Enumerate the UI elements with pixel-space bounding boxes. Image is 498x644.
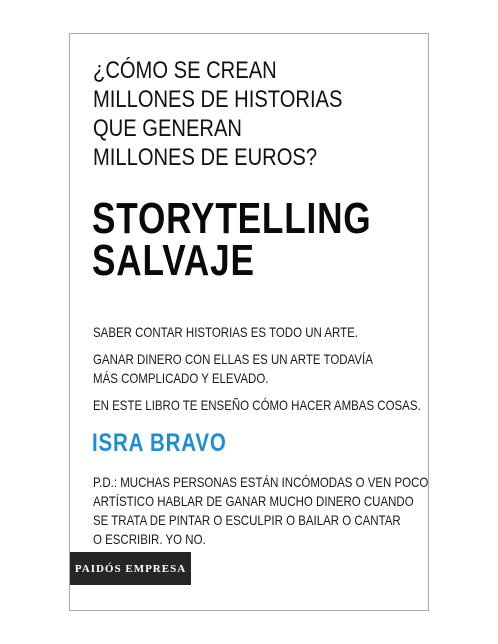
paragraph-1: SABER CONTAR HISTORIAS ES TODO UN ARTE. bbox=[93, 324, 358, 340]
title-line: SALVAJE bbox=[92, 236, 255, 285]
headline-line: ¿CÓMO SE CREAN bbox=[93, 57, 277, 84]
headline-line: MILLONES DE EUROS? bbox=[93, 144, 318, 171]
postscript-line: SE TRATA DE PINTAR O ESCULPIR O BAILAR O CANTAR bbox=[93, 512, 401, 528]
headline-line: QUE GENERAN bbox=[93, 115, 242, 142]
publisher-name: PAIDÓS EMPRESA bbox=[74, 562, 187, 575]
paragraph-3: EN ESTE LIBRO TE ENSEÑO CÓMO HACER AMBAS COSAS. bbox=[93, 397, 421, 413]
publisher-badge bbox=[70, 552, 191, 585]
paragraph-line: GANAR DINERO CON ELLAS ES UN ARTE TODAVÍA bbox=[93, 351, 373, 367]
book-cover bbox=[69, 33, 429, 611]
paragraph-line: MÁS COMPLICADO Y ELEVADO. bbox=[93, 370, 269, 386]
paragraph-2 bbox=[93, 350, 373, 388]
postscript bbox=[93, 473, 428, 549]
cover-headline bbox=[93, 56, 342, 172]
postscript-line: ARTÍSTICO HABLAR DE GANAR MUCHO DINERO CUANDO bbox=[93, 493, 414, 509]
postscript-line: O ESCRIBIR. YO NO. bbox=[93, 531, 206, 547]
headline-line: MILLONES DE HISTORIAS bbox=[93, 86, 343, 113]
author-name: ISRA BRAVO bbox=[92, 429, 227, 457]
title-line: STORYTELLING bbox=[92, 194, 372, 243]
postscript-line: P.D.: MUCHAS PERSONAS ESTÁN INCÓMODAS O VEN POCO bbox=[93, 474, 429, 490]
book-title bbox=[92, 194, 372, 285]
